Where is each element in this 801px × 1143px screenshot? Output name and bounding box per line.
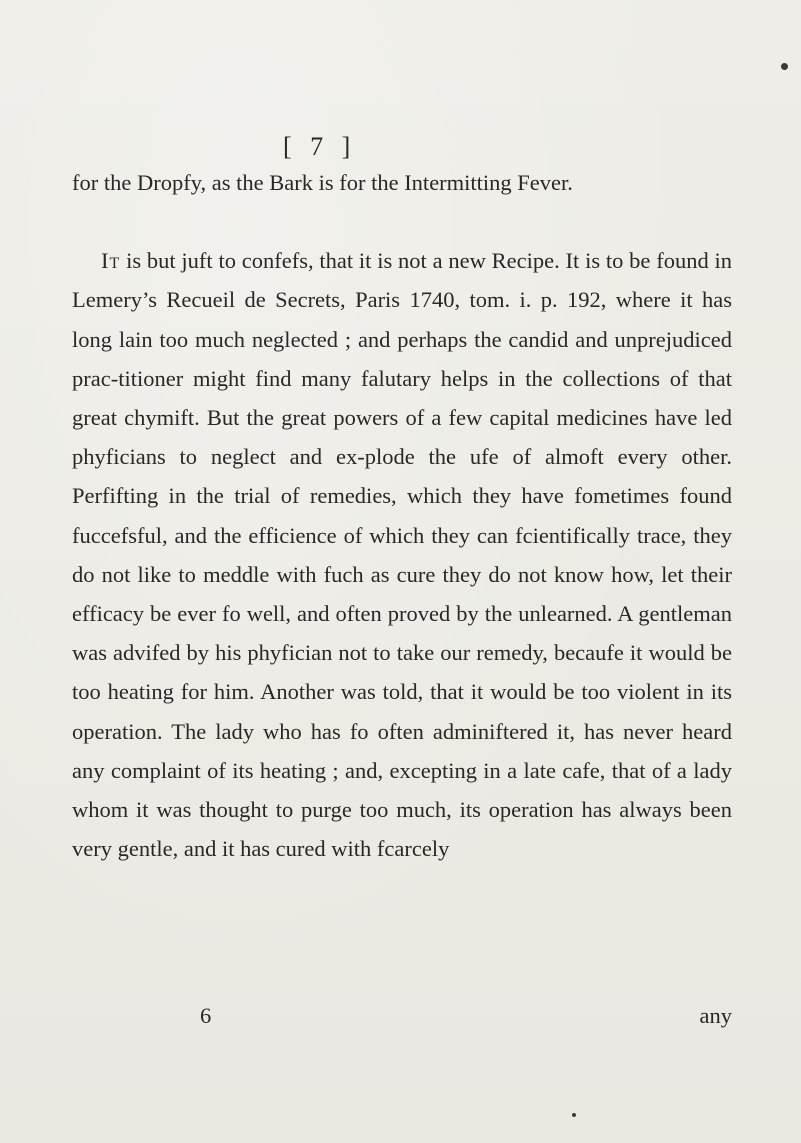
ink-speck-bottom (572, 1113, 576, 1117)
page-number: [ 7 ] (283, 132, 357, 161)
paragraph-recipe-text: is but juft to confefs, that it is not a new Recipe. It is to be found in Lemery’s Recueil de Secrets, Paris 1740, tom. i. p. 192, where it has long lain too much neglected ; and perhaps the candid and unprejudiced prac-titioner might find many falutary helps in the collections of that great chymift. But the great powers of a few capital medicines have led phyficians to neglect and ex-plode the ufe of almoft every other. Perfifting in the trial of remedies, which they have fometimes found fuccefsful, and the efficience of which they can fcientifically trace, they do not like to meddle with fuch as cure they do not know how, let their efficacy be ever fo well, and often proved by the unlearned. A gentleman was advifed by his phyfician not to take our remedy, becaufe it would be too heating for him. Another was told, that it would be too violent in its operation. The lady who has fo often adminiftered it, has never heard any complaint of its heating ; and, excepting in a late cafe, that of a lady whom it was thought to purge too much, its operation has always been very gentle, and it has cured with fcarcely (72, 248, 732, 862)
paragraph-lead-word: It (101, 248, 121, 274)
body-text (72, 163, 732, 868)
catchword: any (699, 1003, 732, 1028)
signature-mark: 6 (200, 1003, 212, 1028)
page-footer (72, 1003, 732, 1033)
paragraph-recipe (72, 241, 732, 868)
ink-speck-top-right (781, 63, 788, 70)
paragraph-continuation: for the Dropfy, as the Bark is for the Intermitting Fever. (72, 170, 573, 195)
